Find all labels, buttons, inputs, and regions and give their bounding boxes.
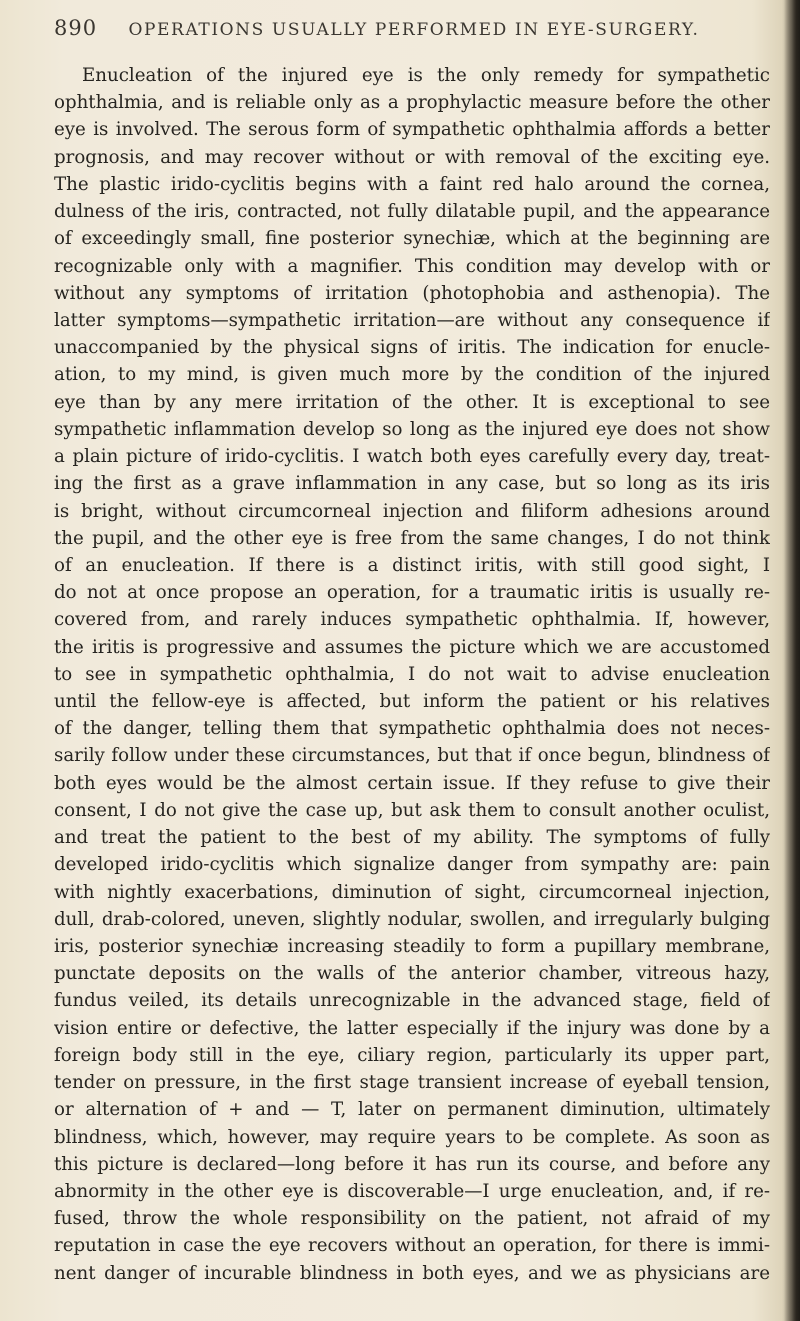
text-line: ation, to my mind, is given much more by the condition of the injured xyxy=(54,364,770,386)
text-line: reputation in case the eye recovers without an operation, for there is immi- xyxy=(54,1235,770,1257)
page-header xyxy=(54,16,734,40)
text-line: unaccompanied by the physical signs of iritis. The indication for enucle- xyxy=(54,337,770,359)
text-line: is bright, without circumcorneal injection and filiform adhesions around xyxy=(54,500,770,522)
text-line: covered from, and rarely induces sympathetic ophthalmia. If, however, xyxy=(54,609,770,631)
text-line: with nightly exacerbations, diminution of sight, circumcorneal injection, xyxy=(54,881,770,903)
text-line: abnormity in the other eye is discoverable—I urge enucleation, and, if re- xyxy=(54,1180,770,1202)
text-line: The plastic irido-cyclitis begins with a faint red halo around the cornea, xyxy=(54,173,770,195)
text-line: of exceedingly small, fine posterior synechiæ, which at the beginning are xyxy=(54,228,770,250)
text-line: of the danger, telling them that sympathetic ophthalmia does not neces- xyxy=(54,718,770,740)
text-line: sarily follow under these circumstances, but that if once begun, blindness of xyxy=(54,745,770,767)
text-line: eye than by any mere irritation of the other. It is exceptional to see xyxy=(54,391,770,413)
text-line: punctate deposits on the walls of the anterior chamber, vitreous hazy, xyxy=(54,963,770,985)
text-line: until the fellow-eye is affected, but inform the patient or his relatives xyxy=(54,691,770,713)
text-line: both eyes would be the almost certain issue. If they refuse to give their xyxy=(54,772,770,794)
text-line: fused, throw the whole responsibility on the patient, not afraid of my xyxy=(54,1208,770,1230)
text-line: nent danger of incurable blindness in both eyes, and we as physicians are xyxy=(54,1262,770,1284)
text-line: without any symptoms of irritation (photophobia and asthenopia). The xyxy=(54,282,770,304)
text-line: sympathetic inflammation develop so long as the injured eye does not show xyxy=(54,418,770,440)
text-line: a plain picture of irido-cyclitis. I watch both eyes carefully every day, treat- xyxy=(54,446,770,468)
text-line: prognosis, and may recover without or with removal of the exciting eye. xyxy=(54,146,770,168)
text-line: blindness, which, however, may require years to be complete. As soon as xyxy=(54,1126,770,1148)
text-line: eye is involved. The serous form of sympathetic ophthalmia affords a better xyxy=(54,119,770,141)
text-line: the pupil, and the other eye is free from the same changes, I do not think xyxy=(54,527,770,549)
text-line: or alternation of + and — T, later on permanent diminution, ultimately xyxy=(54,1099,770,1121)
text-line: and treat the patient to the best of my ability. The symptoms of fully xyxy=(54,827,770,849)
page-number: 890 xyxy=(54,16,98,40)
text-line: dulness of the iris, contracted, not fully dilatable pupil, and the appearance xyxy=(54,201,770,223)
text-line: foreign body still in the eye, ciliary region, particularly its upper part, xyxy=(54,1044,770,1066)
text-line: this picture is declared—long before it has run its course, and before any xyxy=(54,1153,770,1175)
page-edge-shadow xyxy=(782,0,800,1321)
text-line: to see in sympathetic ophthalmia, I do not wait to advise enucleation xyxy=(54,663,770,685)
text-line: dull, drab-colored, uneven, slightly nodular, swollen, and irregularly bulging xyxy=(54,908,770,930)
running-title: OPERATIONS USUALLY PERFORMED IN EYE-SURGERY. xyxy=(128,20,700,40)
text-line: fundus veiled, its details unrecognizable in the advanced stage, field of xyxy=(54,990,770,1012)
body-text xyxy=(54,62,770,1287)
text-line: vision entire or defective, the latter especially if the injury was done by a xyxy=(54,1017,770,1039)
text-line: Enucleation of the injured eye is the only remedy for sympathetic xyxy=(82,65,770,86)
text-line: recognizable only with a magnifier. This condition may develop with or xyxy=(54,255,770,277)
text-line: of an enucleation. If there is a distinct iritis, with still good sight, I xyxy=(54,554,770,576)
text-line: consent, I do not give the case up, but ask them to consult another oculist, xyxy=(54,799,770,821)
text-line: iris, posterior synechiæ increasing steadily to form a pupillary membrane, xyxy=(54,936,770,957)
text-line: latter symptoms—sympathetic irritation—are without any consequence if xyxy=(54,309,770,331)
text-line: ophthalmia, and is reliable only as a prophylactic measure before the other xyxy=(54,92,770,114)
text-line: ing the first as a grave inflammation in any case, but so long as its iris xyxy=(54,473,770,495)
text-line: the iritis is progressive and assumes the picture which we are accustomed xyxy=(54,636,770,658)
text-line: developed irido-cyclitis which signalize danger from sympathy are: pain xyxy=(54,854,770,876)
text-line: do not at once propose an operation, for a traumatic iritis is usually re- xyxy=(54,582,770,604)
text-line: tender on pressure, in the first stage transient increase of eyeball tension, xyxy=(54,1072,770,1094)
